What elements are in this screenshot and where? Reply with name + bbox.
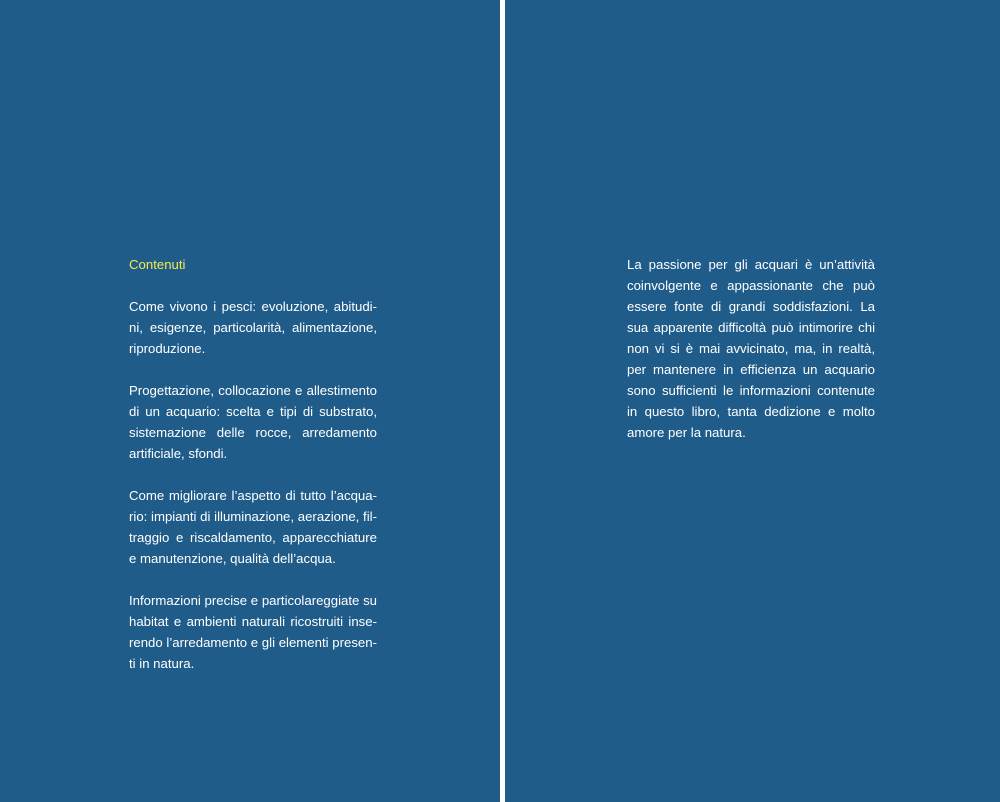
contents-heading: Contenuti: [129, 257, 186, 272]
intro-column: [627, 254, 875, 443]
contents-column: [129, 254, 377, 674]
contents-paragraph-2: Progettazione, collocazione e allestimento di un acquario: scelta e tipi di substrato, sistemazione delle rocce, arredamento artificiale, sfondi.: [129, 383, 377, 461]
intro-paragraph: La passione per gli acquari è un’attività coinvolgente e appassionante che può essere fonte di grandi soddisfazioni. La sua apparente difficoltà può intimorire chi non vi si è mai avvicinato, ma, in realtà, per mantenere in efficienza un acquario sono sufficienti le informazioni contenute in questo libro, tanta dedizione e molto amore per la natura.: [627, 257, 875, 440]
contents-paragraph-4: Informazioni precise e particolareggiate su habitat e ambienti naturali ricostruiti inserendo l’arredamento e gli elementi presenti in natura.: [129, 593, 377, 671]
contents-paragraph-1: Come vivono i pesci: evoluzione, abitudini, esigenze, particolarità, alimentazione, riproduzione.: [129, 299, 377, 356]
contents-paragraph-3: Come migliorare l’aspetto di tutto l’acquario: impianti di illuminazione, aerazione, filtraggio e riscaldamento, apparecchiature e manutenzione, qualità dell’acqua.: [129, 488, 377, 566]
right-page: [505, 0, 1000, 802]
